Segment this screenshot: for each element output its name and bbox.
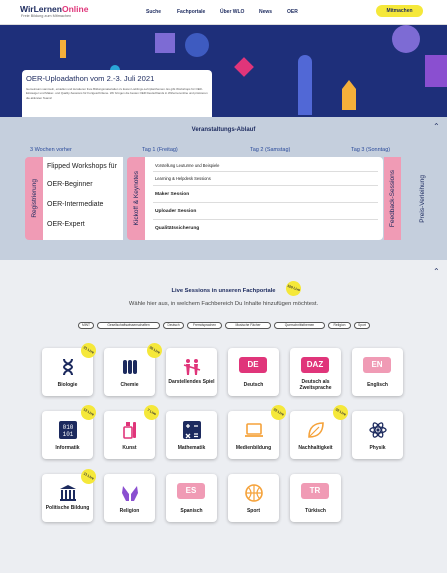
live-badge: 21 Live bbox=[78, 340, 98, 360]
deco-shape bbox=[155, 33, 175, 53]
pre-item: Flipped Workshops für bbox=[47, 163, 117, 170]
schedule-title: Veranstaltungs-Ablauf bbox=[191, 127, 256, 133]
atom-icon bbox=[369, 421, 387, 439]
mitmachen-button[interactable]: Mitmachen bbox=[376, 5, 423, 17]
logo-tagline: Freie Bildung zum Mitmachen bbox=[21, 14, 72, 18]
live-badge: 150 Live bbox=[284, 279, 303, 298]
session-row: Qualitätssicherung bbox=[155, 226, 200, 231]
band-feedback: Feedback-Sessions bbox=[384, 157, 401, 240]
svg-text:010: 010 bbox=[62, 424, 74, 431]
daz-icon: DAZ bbox=[301, 357, 329, 373]
deco-shape bbox=[185, 33, 209, 57]
flask-icon bbox=[121, 358, 139, 376]
filter-chip[interactable]: Sport bbox=[354, 322, 370, 329]
parliament-icon bbox=[59, 484, 77, 502]
fachportal-card-englisch[interactable]: EN Englisch bbox=[352, 348, 403, 396]
fachportal-card-nachhaltigkeit[interactable]: Nachhaltigkeit bbox=[290, 411, 341, 459]
schedule-label: Tag 2 (Samstag) bbox=[250, 147, 291, 153]
collapse-chevron-icon[interactable]: ⌃ bbox=[433, 267, 440, 276]
fachportal-card-daz[interactable]: DAZ Deutsch als Zweitsprache bbox=[290, 348, 341, 396]
filter-chip[interactable]: Gesellschaftswissenschaften bbox=[97, 322, 160, 329]
filter-chip[interactable]: MINT bbox=[78, 322, 94, 329]
deco-shape bbox=[392, 25, 420, 53]
session-row: Vorstellung Leuturme und Beispiele bbox=[155, 163, 220, 168]
nav-oer[interactable]: OER bbox=[287, 9, 298, 15]
leaf-icon bbox=[307, 421, 325, 439]
binary-icon bbox=[59, 421, 77, 439]
schedule-label: Tag 3 (Sonntag) bbox=[351, 147, 391, 153]
fachportal-card-biologie[interactable]: Biologie bbox=[42, 348, 93, 396]
hero-text: Gemeinsam sammeln, erstellen und kuratieren freie Bildungsmaterialien zu Euren Lieblings-Lehrplanthemen. Es gibt Workshops für OER-Einsteiger und Maker- und Quality-Sessions für Fortgeschrittene. Wir bringen die besten OER Deutschlands in Wirlernenonline und prämieren die aktivsten Teams! bbox=[26, 87, 208, 100]
theater-icon bbox=[183, 358, 201, 376]
session-row: Learning & Helpdesk Sessions bbox=[155, 176, 211, 181]
paint-icon bbox=[121, 421, 139, 439]
site-header bbox=[0, 0, 447, 25]
nav-ueber-wlo[interactable]: Über WLO bbox=[220, 9, 245, 15]
hero-title: OER-Uploadathon vom 2.-3. Juli 2021 bbox=[26, 74, 155, 83]
svg-text:101: 101 bbox=[62, 431, 74, 438]
live-badge: 12 Live bbox=[78, 402, 98, 422]
fachportal-card-darstellendes-spiel[interactable]: Darstellendes Spiel bbox=[166, 348, 217, 396]
fachportale-title: Live Sessions in unseren Fachportale bbox=[171, 288, 276, 294]
live-badge: 32 Live bbox=[330, 402, 350, 422]
de-icon: DE bbox=[239, 357, 267, 373]
deco-shape bbox=[342, 80, 356, 110]
fachportal-card-medienbildung[interactable]: Medienbildung bbox=[228, 411, 279, 459]
deco-shape bbox=[234, 57, 254, 77]
pre-item: OER-Intermediate bbox=[47, 201, 104, 208]
fachportal-card-informatik[interactable]: 010 101 Informatik bbox=[42, 411, 93, 459]
session-row: Uploader Session bbox=[155, 209, 197, 214]
pre-workshops bbox=[43, 157, 123, 240]
live-badge: 22 Live bbox=[268, 402, 288, 422]
laptop-icon bbox=[245, 421, 263, 439]
fachportal-card-spanisch[interactable]: ES Spanisch bbox=[166, 474, 217, 522]
fachportal-card-tuerkisch[interactable]: TR Türkisch bbox=[290, 474, 341, 522]
fachportal-card-politische-bildung[interactable]: Politische Bildung bbox=[42, 474, 93, 522]
pre-item: OER-Expert bbox=[47, 221, 85, 228]
session-row: Maker Session bbox=[155, 192, 190, 197]
live-badge: 26 Live bbox=[144, 340, 164, 360]
pre-item: OER-Beginner bbox=[47, 181, 93, 188]
main-sessions bbox=[145, 157, 383, 240]
live-badge: 7 Live bbox=[141, 402, 161, 422]
filter-chips bbox=[78, 322, 378, 330]
filter-chip[interactable]: Fremdsprachen bbox=[187, 322, 222, 329]
en-icon: EN bbox=[363, 357, 391, 373]
deco-shape bbox=[298, 55, 312, 115]
logo[interactable]: WirLernenOnline bbox=[20, 4, 89, 14]
live-badge: 11 Live bbox=[78, 466, 98, 486]
schedule-label: Tag 1 (Freitag) bbox=[142, 147, 178, 153]
fachportal-card-physik[interactable]: Physik bbox=[352, 411, 403, 459]
nav-news[interactable]: News bbox=[259, 9, 273, 15]
nav-fachportale[interactable]: Fachportale bbox=[177, 9, 206, 15]
fachportal-card-kunst[interactable]: Kunst bbox=[104, 411, 155, 459]
deco-shape bbox=[425, 55, 447, 87]
dna-icon bbox=[59, 358, 77, 376]
deco-shape bbox=[60, 40, 66, 58]
es-icon: ES bbox=[177, 483, 205, 499]
band-registrierung: Registrierung bbox=[25, 157, 43, 240]
collapse-chevron-icon[interactable]: ⌃ bbox=[433, 122, 440, 131]
filter-chip[interactable]: Deutsch bbox=[163, 322, 184, 329]
filter-chip[interactable]: Musische Fächer bbox=[225, 322, 271, 329]
schedule-label: 3 Wochen vorher bbox=[30, 147, 72, 153]
band-kickoff: Kickoff & Keynotes bbox=[127, 157, 145, 240]
fachportal-card-mathematik[interactable]: Mathematik bbox=[166, 411, 217, 459]
filter-chip[interactable]: Religion bbox=[328, 322, 351, 329]
filter-chip[interactable]: Querschnittsthemen bbox=[274, 322, 325, 329]
fachportal-card-deutsch[interactable]: DE Deutsch bbox=[228, 348, 279, 396]
hands-icon bbox=[121, 484, 139, 502]
fachportal-card-sport[interactable]: Sport bbox=[228, 474, 279, 522]
fachportale-subtitle: Wähle hier aus, in welchem Fachbereich Du Inhalte hinzufügen möchtest. bbox=[128, 301, 319, 307]
hero-card bbox=[22, 70, 212, 122]
tr-icon: TR bbox=[301, 483, 329, 499]
fachportal-card-chemie[interactable]: Chemie bbox=[104, 348, 155, 396]
band-preis: Preis-Verleihung bbox=[419, 174, 426, 223]
fachportal-card-religion[interactable]: Religion bbox=[104, 474, 155, 522]
math-icon bbox=[183, 421, 201, 439]
ball-icon bbox=[245, 484, 263, 502]
nav-suche[interactable]: Suche bbox=[146, 9, 162, 15]
